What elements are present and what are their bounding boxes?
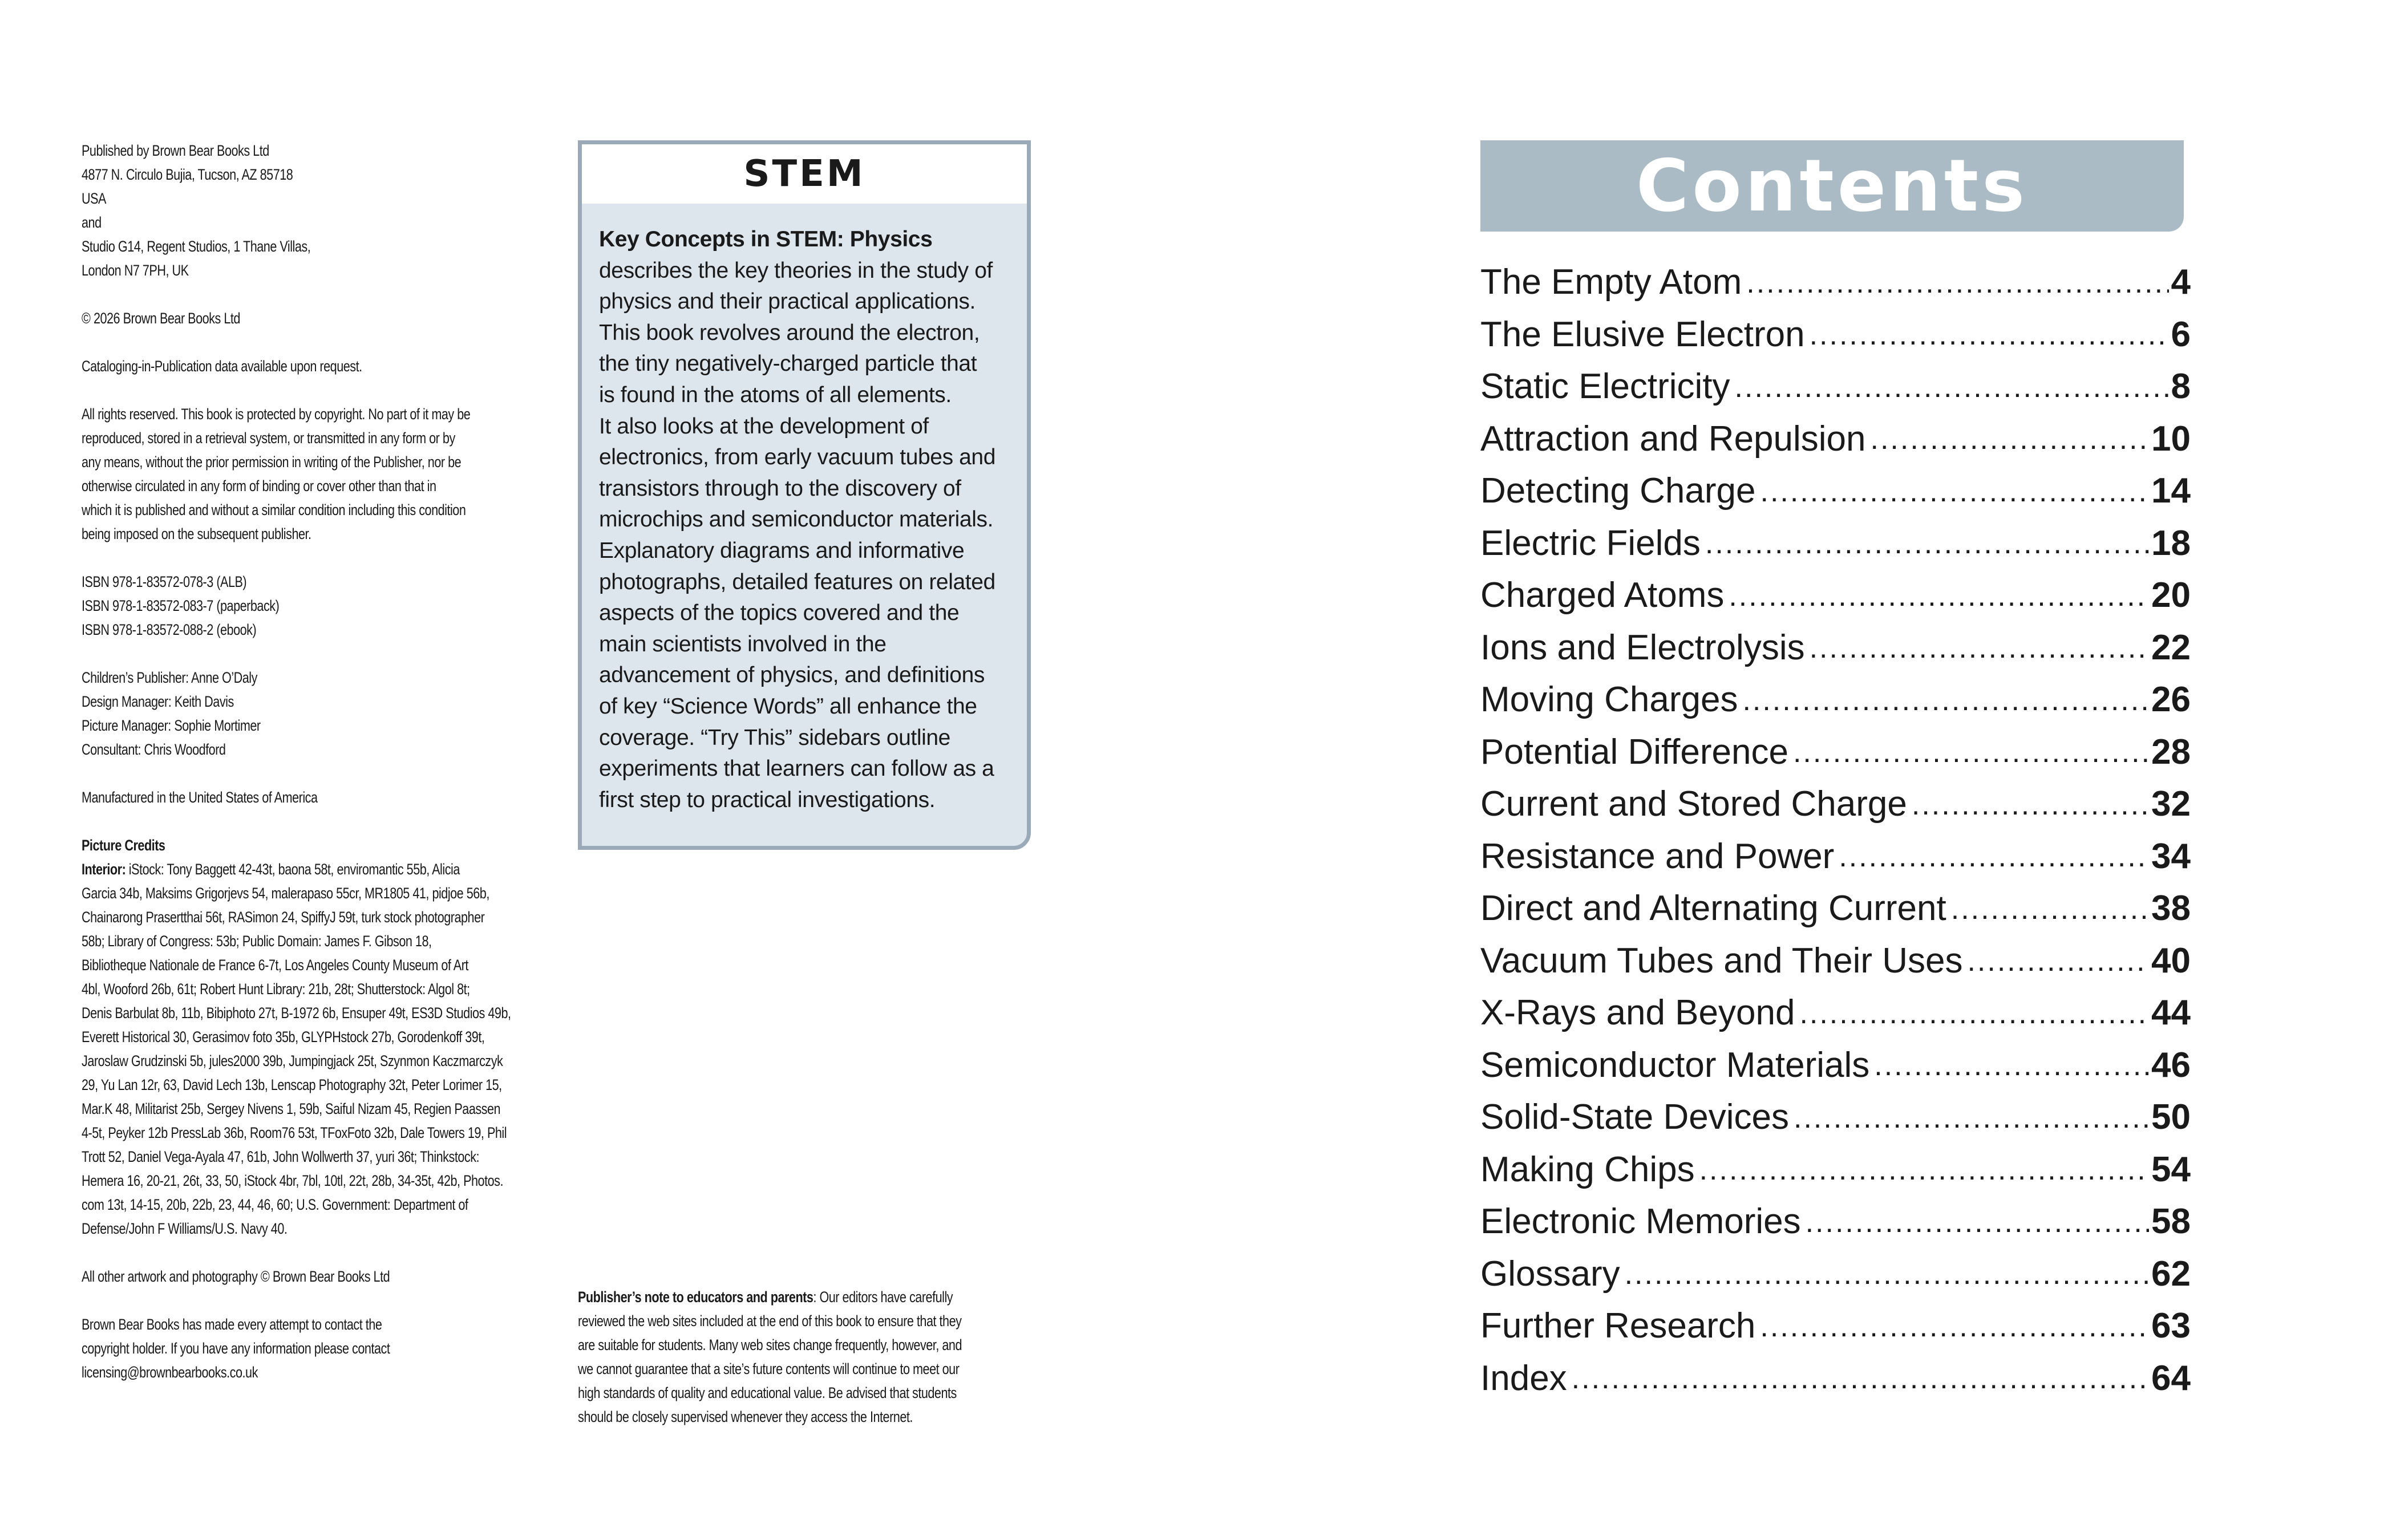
stem-book-title: Key Concepts in STEM: Physics — [599, 227, 933, 252]
stem-line: photographs, detailed features on related — [599, 569, 995, 594]
toc-entry-title: Detecting Charge — [1480, 471, 1756, 511]
toc-entry-page: 28 — [2151, 732, 2191, 772]
credits-line: Garcia 34b, Maksims Grigorjevs 54, malerapaso 55cr, MR1805 41, pidjoe 56b, — [82, 885, 489, 902]
credits-line: Defense/John F Williams/U.S. Navy 40. — [82, 1220, 288, 1237]
stem-line: This book revolves around the electron, — [599, 320, 980, 345]
stem-line: of key “Science Words” all enhance the — [599, 694, 977, 719]
picture-credits — [82, 833, 511, 1241]
stem-line: Explanatory diagrams and informative — [599, 538, 965, 563]
credits-line: 58b; Library of Congress: 53b; Public Domain: James F. Gibson 18, — [82, 933, 432, 950]
toc-entry-title: Electric Fields — [1480, 523, 1701, 563]
staff-line: Design Manager: Keith Davis — [82, 693, 234, 710]
credits-line: Everett Historical 30, Gerasimov foto 35b, GLYPHstock 27b, Gorodenkoff 39t, — [82, 1028, 485, 1045]
contents-title: Contents — [1636, 144, 2029, 228]
stem-line: electronics, from early vacuum tubes and — [599, 445, 995, 470]
toc-entry-page: 20 — [2151, 576, 2191, 615]
toc-dot-leader — [1746, 265, 2168, 309]
toc-entry — [1480, 778, 2191, 830]
imprint-line: reproduced, stored in a retrieval system, or transmitted in any form or by — [82, 429, 455, 447]
toc-entry — [1480, 360, 2191, 413]
toc-entry-page: 50 — [2151, 1097, 2191, 1137]
toc-dot-leader — [1793, 735, 2149, 778]
credits-line: 4bl, Wooford 26b, 61t; Robert Hunt Library: 21b, 28t; Shutterstock: Algol 8t; — [82, 980, 470, 998]
toc-entry-title: Moving Charges — [1480, 680, 1738, 720]
credits-line: iStock: Tony Baggett 42-43t, baona 58t, enviromantic 55b, Alicia — [126, 861, 460, 878]
toc-entry — [1480, 569, 2191, 622]
imprint-line: All other artwork and photography © Brown Bear Books Ltd — [82, 1268, 390, 1285]
toc-entry — [1480, 465, 2191, 517]
stem-line: experiments that learners can follow as a — [599, 756, 994, 781]
toc-entry — [1480, 726, 2191, 779]
stem-line: advancement of physics, and definitions — [599, 663, 985, 688]
toc-entry-title: Potential Difference — [1480, 732, 1788, 772]
toc-entry — [1480, 1039, 2191, 1092]
toc-entry-title: Vacuum Tubes and Their Uses — [1480, 941, 1963, 980]
toc-dot-leader — [1572, 1361, 2149, 1404]
staff-line: Children’s Publisher: Anne O’Daly — [82, 669, 257, 686]
publisher-note-line: : Our editors have carefully — [813, 1288, 953, 1306]
stem-header: STEM — [582, 144, 1027, 204]
toc-entry-page: 64 — [2151, 1358, 2191, 1398]
toc-entry-page: 6 — [2171, 314, 2191, 354]
rights-notice — [82, 402, 471, 546]
toc-entry — [1480, 413, 2191, 465]
stem-line: coverage. “Try This” sidebars outline — [599, 725, 950, 750]
imprint-line: Studio G14, Regent Studios, 1 Thane Villas, — [82, 238, 311, 255]
imprint-line: © 2026 Brown Bear Books Ltd — [82, 310, 240, 327]
imprint-line: otherwise circulated in any form of binding or cover other than that in — [82, 477, 436, 495]
imprint-line: All rights reserved. This book is protected by copyright. No part of it may be — [82, 406, 471, 423]
stem-line: describes the key theories in the study of — [599, 258, 993, 283]
toc-dot-leader — [1810, 630, 2149, 674]
isbn-line: ISBN 978-1-83572-083-7 (paperback) — [82, 597, 280, 614]
publisher-note-label: Publisher’s note to educators and parents — [578, 1288, 813, 1306]
staff-line: Picture Manager: Sophie Mortimer — [82, 717, 261, 734]
toc-entry-page: 40 — [2151, 941, 2191, 980]
publisher-note-line: are suitable for students. Many web sites change frequently, however, and — [578, 1336, 962, 1353]
stem-line: is found in the atoms of all elements. — [599, 382, 952, 407]
toc-dot-leader — [1742, 683, 2149, 726]
toc-entry — [1480, 1300, 2191, 1352]
imprint-line: London N7 7PH, UK — [82, 262, 189, 279]
toc-entry-title: Static Electricity — [1480, 367, 1730, 407]
toc-entry-title: Ions and Electrolysis — [1480, 627, 1805, 667]
toc-entry — [1480, 1195, 2191, 1248]
toc-dot-leader — [1794, 1100, 2149, 1144]
publisher-note-line: reviewed the web sites included at the end of this book to ensure that they — [578, 1312, 962, 1330]
toc-entry — [1480, 1248, 2191, 1300]
toc-entry-title: Further Research — [1480, 1306, 1756, 1346]
toc-dot-leader — [1806, 1205, 2149, 1248]
manufacture-notice — [82, 785, 460, 809]
credits-line: Bibliotheque Nationale de France 6-7t, Los Angeles County Museum of Art — [82, 957, 468, 974]
toc-dot-leader — [1839, 839, 2149, 882]
artwork-notice — [82, 1265, 460, 1288]
credits-line: Denis Barbulat 8b, 11b, Bibiphoto 27t, B-1972 6b, Ensuper 49t, ES3D Studios 49b, — [82, 1004, 511, 1022]
toc-entry-title: Charged Atoms — [1480, 576, 1725, 615]
toc-entry-page: 32 — [2151, 784, 2191, 824]
toc-entry-title: Resistance and Power — [1480, 836, 1835, 876]
toc-entry-title: Glossary — [1480, 1254, 1620, 1294]
contact-notice — [82, 1312, 460, 1384]
toc-entry-title: Index — [1480, 1358, 1567, 1398]
toc-entry — [1480, 882, 2191, 935]
imprint-line: Cataloging-in-Publication data available upon request. — [82, 358, 362, 375]
toc-entry — [1480, 935, 2191, 987]
contact-email: licensing@brownbearbooks.co.uk — [82, 1364, 258, 1381]
toc-entry-page: 34 — [2151, 836, 2191, 876]
credits-line: Hemera 16, 20-21, 26t, 33, 50, iStock 4br, 7bl, 10tl, 22t, 28b, 34-35t, 42b, Photos. — [82, 1172, 503, 1189]
stem-line: first step to practical investigations. — [599, 787, 936, 812]
toc-dot-leader — [1810, 317, 2169, 360]
toc-entry-page: 10 — [2151, 419, 2191, 459]
toc-entry-page: 44 — [2151, 993, 2191, 1033]
toc-entry-title: Making Chips — [1480, 1149, 1695, 1189]
toc-entry — [1480, 987, 2191, 1039]
toc-entry — [1480, 256, 2191, 309]
toc-dot-leader — [1951, 891, 2149, 935]
copyright-notice — [82, 306, 460, 330]
imprint-line: Manufactured in the United States of America — [82, 789, 318, 806]
stem-line: main scientists involved in the — [599, 631, 887, 656]
toc-dot-leader — [1874, 1048, 2149, 1091]
credits-line: 29, Yu Lan 12r, 63, David Lech 13b, Lenscap Photography 32t, Peter Lorimer 15, — [82, 1076, 502, 1093]
cip-notice — [82, 354, 460, 378]
imprint-line: USA — [82, 190, 106, 207]
toc-entry-title: The Empty Atom — [1480, 262, 1742, 302]
toc-entry-title: The Elusive Electron — [1480, 314, 1805, 354]
stem-line: It also looks at the development of — [599, 414, 929, 439]
toc-entry — [1480, 674, 2191, 726]
credits-line: com 13t, 14-15, 20b, 22b, 23, 44, 46, 60; U.S. Government: Department of — [82, 1196, 468, 1213]
stem-line: transistors through to the discovery of — [599, 476, 961, 501]
staff-credits — [82, 666, 460, 761]
stem-line: the tiny negatively-charged particle that — [599, 351, 977, 376]
credits-line: Jaroslaw Grudzinski 5b, jules2000 39b, Jumpingjack 25t, Szynmon Kaczmarczyk — [82, 1052, 503, 1069]
staff-line: Consultant: Chris Woodford — [82, 741, 226, 758]
toc-entry — [1480, 309, 2191, 361]
isbn-line: ISBN 978-1-83572-088-2 (ebook) — [82, 621, 257, 638]
imprint-line: 4877 N. Circulo Bujia, Tucson, AZ 85718 — [82, 166, 293, 183]
toc-dot-leader — [1760, 474, 2150, 517]
toc-dot-leader — [1625, 1257, 2149, 1300]
toc-entry-page: 38 — [2151, 889, 2191, 929]
toc-entry-title: X-Rays and Beyond — [1480, 993, 1795, 1033]
toc-dot-leader — [1799, 996, 2149, 1039]
toc-entry-page: 4 — [2171, 262, 2191, 302]
toc-entry — [1480, 830, 2191, 883]
toc-entry-page: 14 — [2151, 471, 2191, 511]
imprint-column — [82, 139, 511, 1408]
toc-entry-page: 63 — [2151, 1306, 2191, 1346]
credits-interior-label: Interior: — [82, 861, 126, 878]
stem-line: aspects of the topics covered and the — [599, 601, 960, 626]
contents-header-banner — [1480, 140, 2184, 232]
toc-dot-leader — [1912, 787, 2149, 830]
toc-dot-leader — [1705, 526, 2149, 569]
stem-body — [599, 224, 1031, 816]
toc-entry — [1480, 1352, 2191, 1405]
imprint-line: any means, without the prior permission in writing of the Publisher, nor be — [82, 453, 462, 471]
publisher-note-line: we cannot guarantee that a site’s future contents will continue to meet our — [578, 1360, 960, 1377]
publisher-address — [82, 139, 460, 282]
toc-entry-page: 54 — [2151, 1149, 2191, 1189]
toc-entry-page: 8 — [2171, 367, 2191, 407]
imprint-line: being imposed on the subsequent publisher. — [82, 525, 311, 542]
toc-entry-page: 46 — [2151, 1045, 2191, 1085]
toc-dot-leader — [1871, 422, 2150, 465]
stem-line: microchips and semiconductor materials. — [599, 507, 994, 532]
toc-entry-title: Current and Stored Charge — [1480, 784, 1907, 824]
toc-entry — [1480, 1144, 2191, 1196]
table-of-contents — [1480, 256, 2191, 1404]
picture-credits-heading: Picture Credits — [82, 837, 165, 854]
contact-line: Brown Bear Books has made every attempt to contact the — [82, 1316, 382, 1333]
stem-line: physics and their practical applications. — [599, 289, 976, 314]
credits-line: Trott 52, Daniel Vega-Ayala 47, 61b, John Wollwerth 37, yuri 36t; Thinkstock: — [82, 1148, 480, 1165]
imprint-line: which it is published and without a similar condition including this condition — [82, 501, 466, 518]
isbn-line: ISBN 978-1-83572-078-3 (ALB) — [82, 573, 247, 590]
toc-dot-leader — [1967, 943, 2149, 987]
credits-line: Chainarong Prasertthai 56t, RASimon 24, SpiffyJ 59t, turk stock photographer — [82, 909, 485, 926]
contact-line: copyright holder. If you have any information please contact — [82, 1340, 390, 1357]
toc-entry-page: 58 — [2151, 1202, 2191, 1242]
toc-entry-title: Semiconductor Materials — [1480, 1045, 1870, 1085]
toc-entry-title: Direct and Alternating Current — [1480, 889, 1946, 929]
toc-entry-title: Solid-State Devices — [1480, 1097, 1790, 1137]
toc-entry-title: Attraction and Repulsion — [1480, 419, 1866, 459]
toc-entry-page: 26 — [2151, 680, 2191, 720]
imprint-line: and — [82, 214, 102, 231]
toc-entry-page: 22 — [2151, 627, 2191, 667]
toc-dot-leader — [1760, 1309, 2149, 1352]
toc-entry — [1480, 1091, 2191, 1144]
toc-entry — [1480, 517, 2191, 570]
imprint-line: Published by Brown Bear Books Ltd — [82, 142, 269, 159]
credits-line: 4-5t, Peyker 12b PressLab 36b, Room76 53t, TFoxFoto 32b, Dale Towers 19, Phil — [82, 1124, 507, 1141]
credits-line: Mar.K 48, Militarist 25b, Sergey Nivens 1, 59b, Saiful Nizam 45, Regien Paassen — [82, 1100, 501, 1117]
toc-entry-title: Electronic Memories — [1480, 1202, 1801, 1242]
publisher-note-line: high standards of quality and educational value. Be advised that students — [578, 1384, 957, 1401]
toc-dot-leader — [1735, 370, 2169, 413]
stem-description-box — [578, 140, 1031, 850]
isbn-list — [82, 570, 460, 642]
toc-dot-leader — [1729, 578, 2149, 622]
toc-entry-page: 18 — [2151, 523, 2191, 563]
toc-entry — [1480, 622, 2191, 674]
toc-dot-leader — [1699, 1152, 2149, 1195]
publisher-note-line: should be closely supervised whenever they access the Internet. — [578, 1408, 913, 1425]
toc-entry-page: 62 — [2151, 1254, 2191, 1294]
publisher-note — [578, 1285, 962, 1429]
